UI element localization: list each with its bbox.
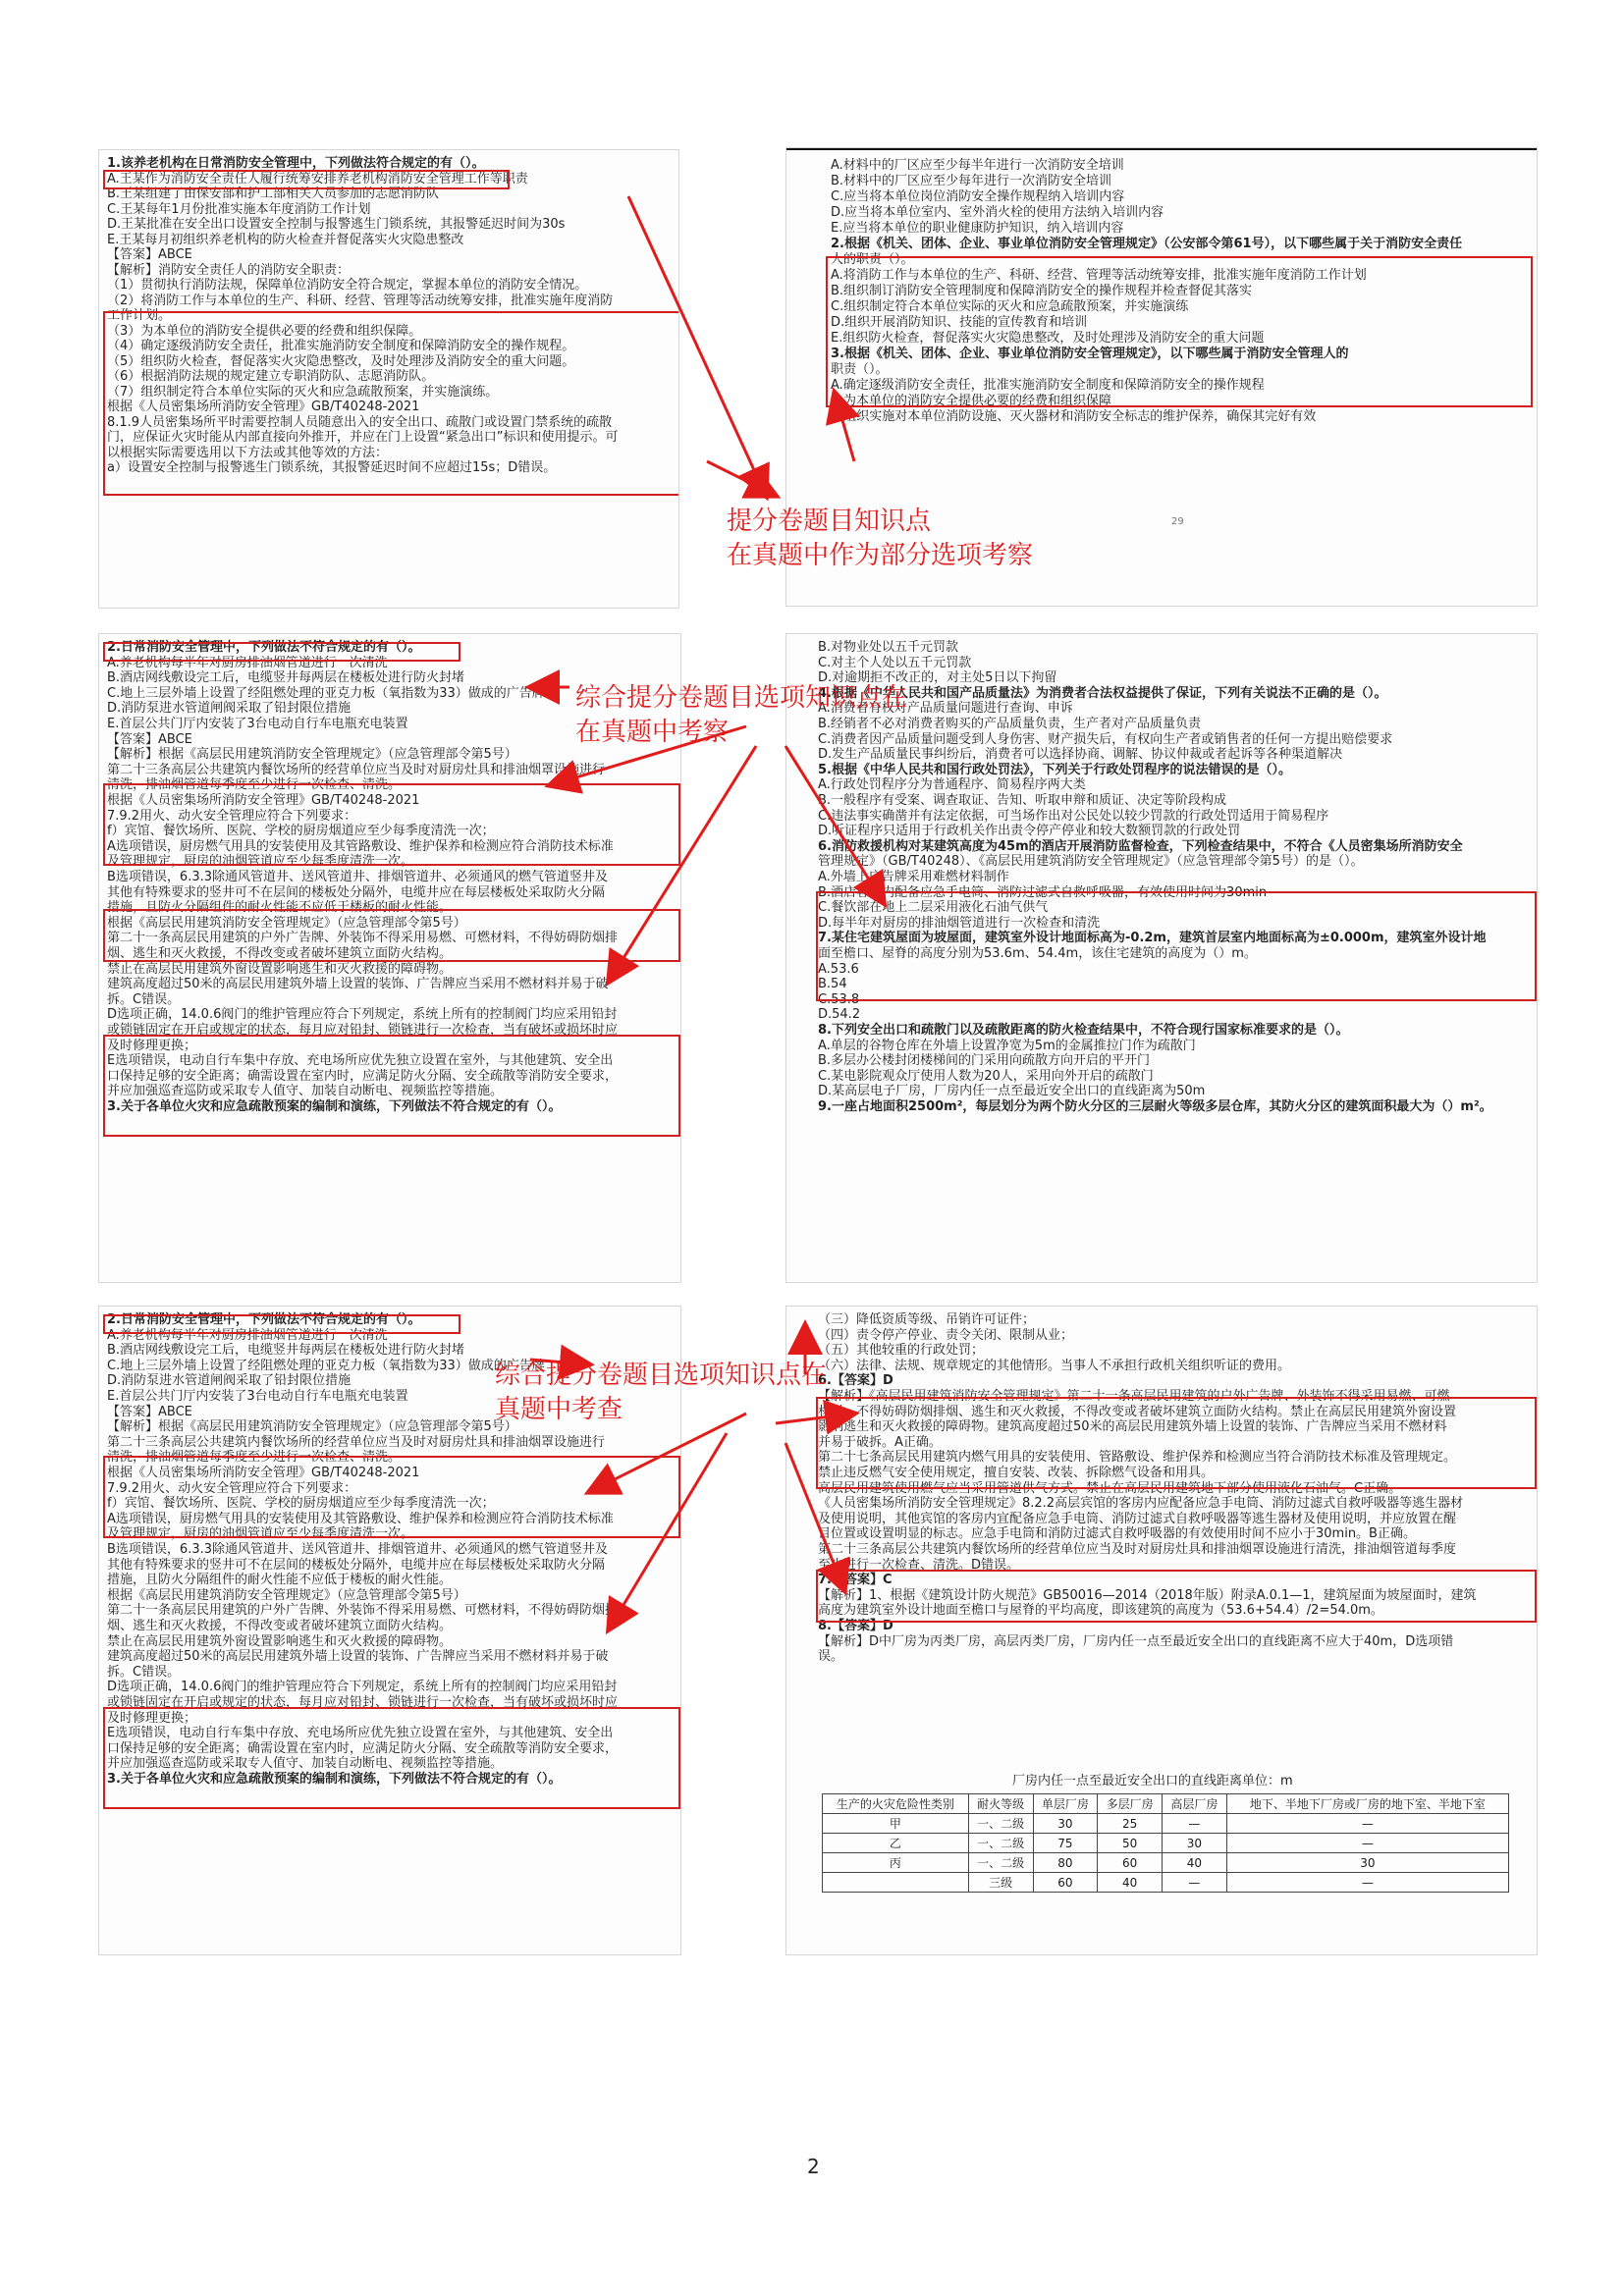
text-line: 其他有特殊要求的竖井可不在层间的楼板处分隔外，电缆井应在每层楼板处采取防火分隔 (107, 1557, 606, 1573)
text-line: B.材料中的厂区应至少每年进行一次消防安全培训 (831, 174, 1112, 188)
text-line: 清洗，排油烟管道每季度至少进行一次检查、清洗。 (107, 1450, 402, 1466)
text-line: 3.关于各单位火灾和应急疏散预案的编制和演练，下列做法不符合规定的有（）。 (107, 1772, 562, 1787)
text-line: D.54.2 (818, 1007, 861, 1023)
text-line: 及管理规定，厨房的油烟管道应至少每季度清洗一次。 (107, 1526, 414, 1542)
text-line: （4）确定逐级消防安全责任，批准实施消防安全制度和保障消防安全的操作规程。 (107, 339, 575, 353)
text-line: 或锁链固定在开启或规定的状态，每月应对铅封、锁链进行一次检查，当有破坏或损坏时应 (107, 1023, 619, 1038)
table-cell: 60 (1098, 1853, 1163, 1873)
text-line: E.组织防火检查，督促落实火灾隐患整改，及时处理涉及消防安全的重大问题 (831, 331, 1265, 346)
text-line: B.54 (818, 977, 847, 992)
text-line: D.听证程序只适用于行政机关作出责令停产停业和较大数额罚款的行政处罚 (818, 824, 1241, 839)
text-line: A.将消防工作与本单位的生产、科研、经营、管理等活动统筹安排，批准实施年度消防工作计划 (831, 268, 1367, 283)
text-line: 拆。C错误。 (107, 1664, 181, 1680)
table-cell: 30 (1226, 1853, 1508, 1873)
arrow (609, 746, 756, 982)
text-line: A选项错误，厨房燃气用具的安装使用及其管路敷设、维护保养和检测应符合消防技术标准 (107, 1511, 614, 1526)
text-line: 并易于破拆。A正确。 (818, 1434, 942, 1450)
text-line: C.消费者因产品质量问题受到人身伤害、财产损失后，有权向生产者或销售者的任何一方提出赔偿要求 (818, 731, 1393, 747)
text-line: E.首层公共门厅内安装了3台电动自行车电瓶充电装置 (107, 1389, 408, 1404)
text-line: 【答案】ABCE (107, 731, 192, 747)
table-header-cell: 多层厂房 (1098, 1794, 1163, 1814)
text-line: 根据《高层民用建筑消防安全管理规定》（应急管理部令第5号） (107, 915, 466, 931)
text-line: A选项错误，厨房燃气用具的安装使用及其管路敷设、维护保养和检测应符合消防技术标准 (107, 838, 614, 854)
text-line: C.组织制定符合本单位实际的灭火和应急疏散预案，并实施演练 (831, 299, 1189, 314)
text-line: 及使用说明，其他宾馆的客房内宜配备应急手电筒、消防过滤式自救呼吸器等逃生器材及使用说明，并应放置在醒 (818, 1511, 1457, 1526)
text-line: 烟、逃生和灭火救援，不得改变或者破坏建筑立面防火结构。 (107, 946, 453, 961)
table-cell: 一、二级 (968, 1853, 1033, 1873)
text-line: 【答案】ABCE (107, 247, 192, 262)
text-line: 目位置或设置明显的标志。应急手电筒和消防过滤式自救呼吸器的有效使用时间不应小于30min。B正确。 (818, 1526, 1416, 1542)
text-line: 1.该养老机构在日常消防安全管理中，下列做法符合规定的有（）。 (107, 156, 485, 171)
arrow (835, 393, 854, 461)
text-line: 8.【答案】D (818, 1619, 893, 1633)
text-line: E选项错误，电动自行车集中存放、充电场所应优先独立设置在室外，与其他建筑、安全出 (107, 1726, 614, 1741)
table-cell: — (1226, 1814, 1508, 1834)
text-line: 8.1.9人员密集场所平时需要控制人员随意出入的安全出口、疏散门或设置门禁系统的疏散 (107, 414, 613, 430)
text-line: （四）责令停产停业、责令关闭、限制从业； (818, 1327, 1074, 1343)
arrow (609, 1433, 727, 1629)
text-line: 根据《高层民用建筑消防安全管理规定》（应急管理部令第5号） (107, 1587, 466, 1603)
text-line: 口保持足够的安全距离；确需设置在室内时，应满足防火分隔、安全疏散等消防安全要求， (107, 1740, 619, 1756)
text-line: A.53.6 (818, 961, 859, 977)
table-cell: 30 (1163, 1834, 1227, 1853)
text-line: B.为本单位的消防安全提供必要的经费和组织保障 (831, 394, 1112, 408)
text-line: 第二十三条高层公共建筑内餐饮场所的经营单位应当及时对厨房灶具和排油烟罩设施进行 (107, 1434, 606, 1450)
text-line: 【解析】消防安全责任人的消防安全职责： (107, 262, 351, 278)
text-line: 人的职责（）。 (831, 252, 914, 267)
text-line: f）宾馆、餐饮场所、医院、学校的厨房烟道应至少每季度清洗一次； (107, 824, 495, 839)
text-line: 并应加强巡查巡防或采取专人值守、加装自动断电、视频监控等措施。 (107, 1756, 504, 1772)
text-line: 以根据实际需要选用以下方法或其他等效的方法： (107, 445, 389, 460)
text-line: B.酒店网线敷设完工后，电缆竖井每两层在楼板处进行防火封堵 (107, 1343, 465, 1359)
text-line: D.消防泵进水管道闸阀采取了铅封限位措施 (107, 1373, 352, 1389)
text-line: D.应当将本单位室内、室外消火栓的使用方法纳入培训内容 (831, 205, 1164, 220)
text-line: B.组织制订消防安全管理制度和保障消防安全的操作规程并检查督促其落实 (831, 284, 1253, 298)
page-label: 29 (1171, 516, 1184, 527)
text-line: 《人员密集场所消防安全管理规定》8.2.2高层宾馆的客房内应配备应急手电筒、消防过滤式自救呼吸器等逃生器材 (818, 1496, 1464, 1512)
text-line: 7.某住宅建筑屋面为坡屋面，建筑室外设计地面标高为-0.2m，建筑首层室内地面标高为±0.000m，建筑室外设计地 (818, 931, 1487, 946)
table-cell: — (1226, 1834, 1508, 1853)
text-line: 至少进行一次检查、清洗。D错误。 (818, 1557, 1020, 1573)
text-line: a）设置安全控制与报警逃生门锁系统，其报警延迟时间不应超过15s；D错误。 (107, 460, 557, 475)
table-cell: 一、二级 (968, 1814, 1033, 1834)
table-header-cell: 单层厂房 (1033, 1794, 1098, 1814)
text-line: C.违法事实确凿并有法定依据，可当场作出对公民处以较少罚款的行政处罚适用于简易程序 (818, 808, 1329, 824)
text-line: E.首层公共门厅内安装了3台电动自行车电瓶充电装置 (107, 717, 408, 731)
arrow (589, 1414, 746, 1492)
text-line: 及管理规定，厨房的油烟管道应至少每季度清洗一次。 (107, 854, 414, 870)
text-line: 第二十三条高层公共建筑内餐饮场所的经营单位应当及时对厨房灶具和排油烟罩设施进行清洗，排油烟管道每季度 (818, 1542, 1457, 1557)
table-cell: 30 (1033, 1814, 1098, 1834)
text-line: 4.根据《中华人民共和国产品质量法》为消费者合法权益提供了保证，下列有关说法不正确的是（）。 (818, 685, 1387, 701)
text-line: 【解析】根据《高层民用建筑消防安全管理规定》（应急管理部令第5号） (107, 747, 517, 763)
page-number: 2 (807, 2155, 820, 2178)
arrow (785, 746, 884, 903)
text-line: B选项错误，6.3.3除通风管道井、送风管道井、排烟管道井、必须通风的燃气管道竖井及 (107, 1542, 608, 1557)
text-line: A.行政处罚程序分为普通程序、简易程序两大类 (818, 777, 1086, 793)
text-line: 及时修理更换； (107, 1038, 197, 1053)
text-line: （5）组织防火检查，督促落实火灾隐患整改，及时处理涉及消防安全的重大问题。 (107, 353, 575, 369)
text-line: 根据《人员密集场所消防安全管理》GB/T40248-2021 (107, 793, 420, 808)
text-line: 6.消防救援机构对某建筑高度为45m的酒店开展消防监督检查，下列检查结果中，不符合《人员密集场所消防安全 (818, 838, 1463, 854)
text-line: 9.一座占地面积2500m²，每层划分为两个防火分区的三层耐火等级多层仓库，其防火分区的建筑面积最大为（）m²。 (818, 1099, 1492, 1114)
text-line: A.养老机构每半年对厨房排油烟管道进行一次清洗 (107, 1327, 388, 1343)
text-line: 其他有特殊要求的竖井可不在层间的楼板处分隔外，电缆井应在每层楼板处采取防火分隔 (107, 884, 606, 900)
text-line: 高度为建筑室外设计地面至檐口与屋脊的平均高度，即该建筑的高度为（53.6+54.4）/2=54.0m。 (818, 1603, 1383, 1619)
text-line: （3）为本单位的消防安全提供必要的经费和组织保障。 (107, 323, 422, 339)
annotation-3-line1: 综合提分卷题目选项知识点在 (495, 1361, 828, 1390)
text-line: 5.根据《中华人民共和国行政处罚法》，下列关于行政处罚程序的说法错误的是（）。 (818, 762, 1291, 777)
text-line: C.地上三层外墙上设置了经阻燃处理的亚克力板（氧指数为33）做成的广告牌 (107, 685, 545, 701)
text-line: B选项错误，6.3.3除通风管道井、送风管道井、排烟管道井、必须通风的燃气管道竖井及 (107, 870, 608, 884)
text-line: 面至檐口、屋脊的高度分别为53.6m、54.4m，该住宅建筑的高度为（）m。 (818, 946, 1257, 961)
text-line: E.应当将本单位的职业健康防护知识，纳入培训内容 (831, 221, 1124, 236)
table-cell: 25 (1098, 1814, 1163, 1834)
text-line: 【解析】1、根据《建筑设计防火规范》GB50016—2014（2018年版）附录A.0.1—1，建筑屋面为坡屋面时，建筑 (818, 1587, 1477, 1603)
annotation-3-line2: 真题中考查 (495, 1395, 623, 1424)
text-line: 口保持足够的安全距离；确需设置在室内时，应满足防火分隔、安全疏散等消防安全要求， (107, 1068, 619, 1084)
table-header-cell: 高层厂房 (1163, 1794, 1227, 1814)
text-line: 高层民用建筑使用燃气应当采用管道供气方式。禁止在高层民用建筑地下部分使用液化石油气。C正确。 (818, 1480, 1402, 1496)
text-line: （三）降低资质等级、吊销许可证件； (818, 1312, 1036, 1327)
text-line: 拆。C错误。 (107, 991, 181, 1007)
text-line: 根据《人员密集场所消防安全管理》GB/T40248-2021 (107, 400, 420, 414)
text-line: 烟、逃生和灭火救援，不得改变或者破坏建筑立面防火结构。 (107, 1619, 453, 1633)
annotation-2-line2: 在真题中考察 (575, 718, 730, 747)
text-line: （6）根据消防法规的规定建立专职消防队、志愿消防队。 (107, 369, 435, 384)
table-cell: 一、二级 (968, 1834, 1033, 1853)
annotation-1-line2: 在真题中作为部分选项考察 (727, 541, 1034, 570)
text-line: 建筑高度超过50米的高层民用建筑外墙上设置的装饰、广告牌应当采用不燃材料并易于破 (107, 1649, 609, 1665)
table-header-cell: 耐火等级 (968, 1794, 1033, 1814)
text-line: 根据《人员密集场所消防安全管理》GB/T40248-2021 (107, 1466, 420, 1480)
table-cell: 40 (1163, 1853, 1227, 1873)
table-cell: — (1226, 1873, 1508, 1893)
text-line: B.多层办公楼封闭楼梯间的门采用向疏散方向开启的平开门 (818, 1053, 1151, 1069)
table-cell: 乙 (823, 1834, 969, 1853)
text-line: C.某电影院观众厅使用人数为20人，采用向外开启的疏散门 (818, 1068, 1154, 1084)
text-line: 管理规定》（GB/T40248）、《高层民用建筑消防安全管理规定》（应急管理部令第5号）的是（）。 (818, 854, 1364, 870)
text-line: （六）法律、法规、规章规定的其他情形。当事人不承担行政机关组织听证的费用。 (818, 1358, 1291, 1373)
arrow (707, 461, 776, 496)
text-line: 并应加强巡查巡防或采取专人值守、加装自动断电、视频监控等措施。 (107, 1084, 504, 1099)
table-cell: 甲 (823, 1814, 969, 1834)
text-line: A.消费者有权对产品质量问题进行查询、申诉 (818, 701, 1073, 717)
text-line: D.发生产品质量民事纠纷后，消费者可以选择协商、调解、协议仲裁或者起诉等各种渠道解决 (818, 747, 1343, 763)
text-line: （2）将消防工作与本单位的生产、科研、经营、管理等活动统筹安排，批准实施年度消防 (107, 293, 614, 308)
text-line: A.王某作为消防安全责任人履行统筹安排养老机构消防安全管理工作等职责 (107, 171, 528, 187)
text-line: C.地上三层外墙上设置了经阻燃处理的亚克力板（氧指数为33）做成的广告牌 (107, 1358, 545, 1373)
text-line: 职责（）。 (831, 362, 889, 377)
text-line: 或锁链固定在开启或规定的状态，每月应对铅封、锁链进行一次检查，当有破坏或损坏时应 (107, 1695, 619, 1710)
text-line: C.组织实施对本单位消防设施、灭火器材和消防安全标志的维护保养，确保其完好有效 (831, 409, 1317, 424)
table-cell: — (1163, 1814, 1227, 1834)
text-line: （1）贯彻执行消防法规，保障单位消防安全符合规定，掌握本单位的消防安全情况。 (107, 278, 588, 293)
text-line: C.对主个人处以五千元罚款 (818, 655, 972, 670)
table-caption: 厂房内任一点至最近安全出口的直线距离单位：m (1012, 1774, 1293, 1789)
text-line: 2.日常消防安全管理中，下列做法不符合规定的有（）。 (107, 640, 421, 655)
text-line: B.一般程序有受案、调查取证、告知、听取申辩和质证、决定等阶段构成 (818, 793, 1227, 808)
table-header-cell: 地下、半地下厂房或厂房的地下室、半地下室 (1226, 1794, 1508, 1814)
text-line: 第二十七条高层民用建筑内燃气用具的安装使用、管路敷设、维护保养和检测应当符合消防技术标准及管理规定。 (818, 1450, 1457, 1466)
text-line: D选项正确，14.0.6阀门的维护管理应符合下列规定，系统上所有的控制阀门均应采用铅封 (107, 1680, 618, 1695)
text-line: 7.9.2用火、动火安全管理应符合下列要求： (107, 1480, 357, 1496)
table-cell: 40 (1098, 1873, 1163, 1893)
text-line: f）宾馆、餐饮场所、医院、学校的厨房烟道应至少每季度清洗一次； (107, 1496, 495, 1512)
text-line: B.王某组建了由保安部和护工部相关人员参加的志愿消防队 (107, 187, 440, 201)
text-line: E.王某每月初组织养老机构的防火检查并督促落实火灾隐患整改 (107, 232, 464, 247)
text-line: D.组织开展消防知识、技能的宣传教育和培训 (831, 315, 1088, 330)
text-line: 2.根据《机关、团体、企业、事业单位消防安全管理规定》（公安部令第61号），以下哪些属于关于消防安全责任 (831, 237, 1463, 251)
table-cell: 50 (1098, 1834, 1163, 1853)
table-cell: 60 (1033, 1873, 1098, 1893)
text-line: 8.下列安全出口和疏散门以及疏散距离的防火检查结果中，不符合现行国家标准要求的是（）。 (818, 1023, 1349, 1038)
text-line: B.经销者不必对消费者购买的产品质量负责，生产者对产品质量负责 (818, 717, 1202, 731)
arrow (776, 1414, 854, 1423)
text-line: 2.日常消防安全管理中，下列做法不符合规定的有（）。 (107, 1312, 421, 1327)
text-line: D.王某批准在安全出口设置安全控制与报警逃生门锁系统，其报警延迟时间为30s (107, 217, 566, 232)
text-line: 第二十三条高层公共建筑内餐饮场所的经营单位应当及时对厨房灶具和排油烟罩设施进行 (107, 762, 606, 777)
text-line: B.酒店网线敷设完工后，电缆竖井每两层在楼板处进行防火封堵 (107, 670, 465, 686)
text-line: A.养老机构每半年对厨房排油烟管道进行一次清洗 (107, 655, 388, 670)
text-line: 禁止在高层民用建筑外窗设置影响逃生和灭火救援的障碍物。 (107, 1633, 453, 1649)
text-line: 建筑高度超过50米的高层民用建筑外墙上设置的装饰、广告牌应当采用不燃材料并易于破 (107, 977, 609, 992)
text-line: 工作计划。 (107, 308, 172, 323)
text-line: 材料，不得妨碍防烟排烟、逃生和灭火救援，不得改变或者破坏建筑立面防火结构。禁止在高层民用建筑外窗设置 (818, 1404, 1457, 1419)
text-line: 7.9.2用火、动火安全管理应符合下列要求： (107, 808, 357, 824)
text-line: 3.根据《机关、团体、企业、事业单位消防安全管理规定》，以下哪些属于消防安全管理人的 (831, 347, 1349, 361)
text-line: 误。 (818, 1649, 844, 1665)
text-line: C.餐饮部在地上二层采用液化石油气供气 (818, 900, 1049, 916)
text-line: 第二十一条高层民用建筑的户外广告牌、外装饰不得采用易燃、可燃材料，不得妨碍防烟排 (107, 931, 619, 946)
text-line: 禁止在高层民用建筑外窗设置影响逃生和灭火救援的障碍物。 (107, 961, 453, 977)
text-line: 措施，且防火分隔组件的耐火性能不应低于楼板的耐火性能。 (107, 900, 453, 916)
table-header-cell: 生产的火灾危险性类别 (823, 1794, 969, 1814)
arrow (628, 196, 766, 496)
text-line: 【解析】根据《高层民用建筑消防安全管理规定》（应急管理部令第5号） (107, 1419, 517, 1435)
text-line: C.王某每年1月份批准实施本年度消防工作计划 (107, 201, 371, 217)
text-line: 及时修理更换； (107, 1710, 197, 1726)
text-line: B.对物业处以五千元罚款 (818, 640, 959, 655)
text-line: D.消防泵进水管道闸阀采取了铅封限位措施 (107, 701, 352, 717)
text-line: （五）其他较重的行政处罚； (818, 1343, 985, 1359)
text-line: 6.【答案】D (818, 1373, 893, 1389)
annotation-2-line1: 综合提分卷题目选项知识点在 (575, 683, 908, 713)
text-line: （7）组织制定符合本单位实际的灭火和应急疏散预案，并实施演练。 (107, 384, 499, 400)
table-cell: 80 (1033, 1853, 1098, 1873)
table-cell: 三级 (968, 1873, 1033, 1893)
text-line: 第二十一条高层民用建筑的户外广告牌、外装饰不得采用易燃、可燃材料，不得妨碍防烟排 (107, 1603, 619, 1619)
annotation-1-line1: 提分卷题目知识点 (727, 507, 932, 536)
text-line: C.应当将本单位岗位消防安全操作规程纳入培训内容 (831, 189, 1125, 204)
arrow (785, 1443, 844, 1590)
text-line: 【解析】《高层民用建筑消防安全管理规定》第二十一条高层民用建筑的户外广告牌、外装饰不得采用易燃、可燃 (818, 1389, 1450, 1404)
text-line: 门，应保证火灾时能从内部直接向外推开，并应在门上设置“紧急出口”标识和使用提示。可 (107, 430, 619, 445)
text-line: B.酒店客房内配备应急手电筒、消防过滤式自救呼吸器，有效使用时间为30min (818, 884, 1268, 900)
text-line: E选项错误，电动自行车集中存放、充电场所应优先独立设置在室外，与其他建筑、安全出 (107, 1053, 614, 1069)
text-line: A.单层的谷物仓库在外墙上设置净宽为5m的金属推拉门作为疏散门 (818, 1038, 1196, 1053)
text-line: 3.关于各单位火灾和应急疏散预案的编制和演练，下列做法不符合规定的有（）。 (107, 1099, 562, 1114)
text-line: D.对逾期拒不改正的，对主处5日以下拘留 (818, 670, 1057, 686)
text-line: 影响逃生和灭火救援的障碍物。建筑高度超过50米的高层民用建筑外墙上设置的装饰、广告牌应当采用不燃材料 (818, 1419, 1447, 1435)
text-line: C.53.8 (818, 991, 860, 1007)
text-line: A.材料中的厂区应至少每半年进行一次消防安全培训 (831, 158, 1124, 173)
text-line: A.外墙上广告牌采用难燃材料制作 (818, 870, 1009, 884)
text-line: A.确定逐级消防安全责任，批准实施消防安全制度和保障消防安全的操作规程 (831, 378, 1265, 393)
text-line: 措施，且防火分隔组件的耐火性能不应低于楼板的耐火性能。 (107, 1573, 453, 1588)
text-line: 禁止违反燃气安全使用规定，擅自安装、改装、拆除燃气设备和用具。 (818, 1466, 1215, 1480)
text-line: D.某高层电子厂房，厂房内任一点至最近安全出口的直线距离为50m (818, 1084, 1206, 1099)
text-line: 清洗，排油烟管道每季度至少进行一次检查、清洗。 (107, 777, 402, 793)
text-line: 7.【答案】C (818, 1573, 893, 1588)
table-cell: 75 (1033, 1834, 1098, 1853)
text-line: D选项正确，14.0.6阀门的维护管理应符合下列规定，系统上所有的控制阀门均应采用铅封 (107, 1007, 618, 1023)
text-line: D.每半年对厨房的排油烟管道进行一次检查和清洗 (818, 915, 1101, 931)
text-line: 【解析】D中厂房为丙类厂房，高层丙类厂房，厂房内任一点至最近安全出口的直线距离不应大于40m，D选项错 (818, 1633, 1454, 1649)
table-cell: — (1163, 1873, 1227, 1893)
text-line: 【答案】ABCE (107, 1404, 192, 1419)
table-cell: 丙 (823, 1853, 969, 1873)
